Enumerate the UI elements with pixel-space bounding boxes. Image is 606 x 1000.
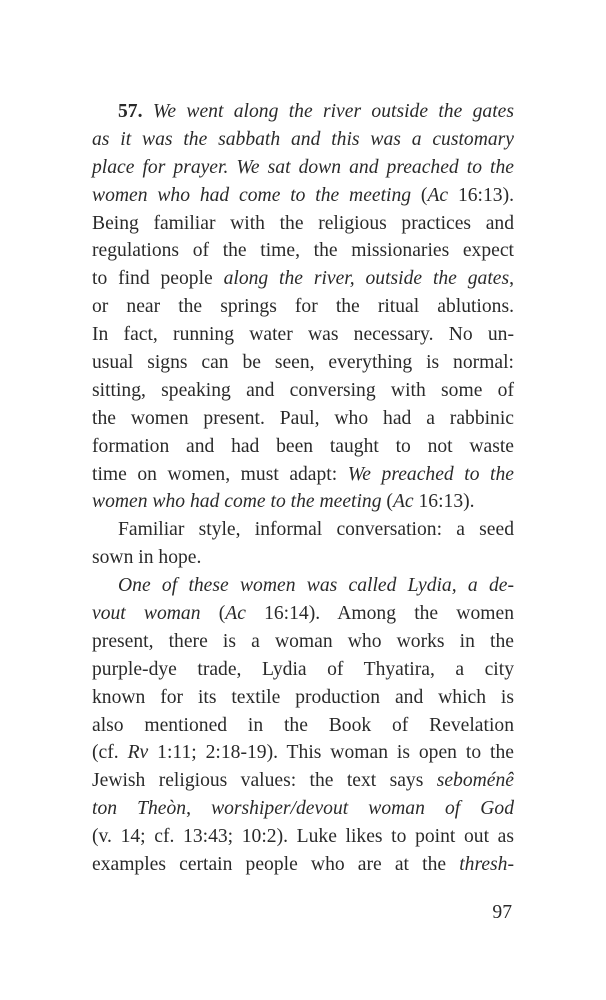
text: 1:11; 2:18-19). This woman is open to the [148, 742, 514, 764]
text-line [92, 405, 514, 433]
text-line [92, 628, 514, 656]
text: also mentioned in the Book of Revelation [92, 714, 514, 736]
section-number: 57. [118, 101, 143, 122]
text-line [92, 739, 514, 767]
italic-text: Ac [225, 603, 246, 625]
text-line [92, 823, 514, 851]
text-line [92, 293, 514, 321]
text-line [92, 377, 514, 405]
text: purple-dye trade, Lydia of Thyatira, a city [92, 658, 514, 680]
text: ( [200, 603, 226, 625]
italic-text: thresh- [459, 854, 514, 876]
text: usual signs can be seen, everything is normal: [92, 352, 514, 374]
italic-text: Ac [392, 491, 414, 513]
text: present, there is a woman who works in the [92, 630, 514, 652]
text-line [92, 182, 514, 210]
text-line [92, 433, 514, 461]
text-line [92, 851, 514, 879]
italic-text: ton Theòn [92, 798, 187, 820]
text: examples certain people who are at the [92, 854, 460, 876]
text-line [92, 712, 514, 740]
text: 16:13). [448, 184, 514, 206]
text-line [92, 572, 514, 600]
text: or near the springs for the ritual ablutions. [92, 296, 514, 318]
text-line [92, 98, 514, 126]
italic-text: We preached to the [347, 463, 514, 485]
text: time on women, must adapt: [92, 463, 348, 485]
text-line [92, 600, 514, 628]
text: sown in hope. [92, 547, 202, 569]
text: (v. 14; cf. 13:43; 10:2). Luke likes to point out as [92, 826, 514, 848]
text-line [92, 795, 514, 823]
text-line [92, 237, 514, 265]
italic-text: seboménê [436, 770, 514, 792]
text-line [92, 154, 514, 182]
text: known for its textile production and which is [92, 686, 514, 708]
page-number: 97 [492, 902, 512, 923]
text-line [92, 210, 514, 238]
text-line [92, 349, 514, 377]
text-line [92, 656, 514, 684]
italic-text: One of these women was called Lydia, a de- [118, 575, 514, 597]
text: formation and had been taught to not waste [92, 435, 514, 457]
text-line [92, 126, 514, 154]
text-line [92, 767, 514, 795]
text: ( [411, 184, 428, 206]
italic-text: worshiper/devout woman of God [211, 798, 515, 820]
text: regulations of the time, the missionaries expect [92, 240, 514, 262]
italic-text: Rv [127, 742, 149, 764]
text: In fact, running water was necessary. No un- [92, 324, 514, 346]
paragraph [92, 516, 514, 572]
page-body-text [92, 98, 514, 879]
text: ( [381, 491, 393, 513]
text: 16:13). [413, 491, 475, 513]
text: 16:14). Among the women [245, 603, 514, 625]
italic-text: place for prayer. We sat down and preached to the [92, 156, 514, 178]
italic-text: as it was the sabbath and this was a customary [92, 128, 514, 150]
text: sitting, speaking and conversing with some of [92, 379, 514, 401]
text-line [92, 321, 514, 349]
paragraph [92, 98, 514, 516]
italic-text: women who had come to the meeting [92, 184, 412, 206]
text-line [92, 488, 514, 516]
italic-text: along the river, outside the gates [223, 268, 510, 290]
text: the women present. Paul, who had a rabbinic [92, 407, 514, 429]
text-line [92, 461, 514, 489]
italic-text: Ac [427, 184, 449, 206]
text: (cf. [92, 742, 128, 764]
text: to find people [92, 268, 224, 290]
text: Familiar style, informal conversation: a seed [118, 519, 514, 541]
text: Jewish religious values: the text says [92, 770, 437, 792]
text-line [92, 544, 514, 572]
text-line [92, 265, 514, 293]
text-line [92, 684, 514, 712]
text: , [509, 268, 514, 290]
text: Being familiar with the religious practices and [92, 212, 514, 234]
italic-text: We went along the river outside the gates [142, 101, 514, 122]
italic-text: vout woman [92, 603, 201, 625]
text-line [92, 516, 514, 544]
text: , [186, 798, 212, 820]
paragraph [92, 572, 514, 879]
italic-text: women who had come to the meeting [92, 491, 382, 513]
